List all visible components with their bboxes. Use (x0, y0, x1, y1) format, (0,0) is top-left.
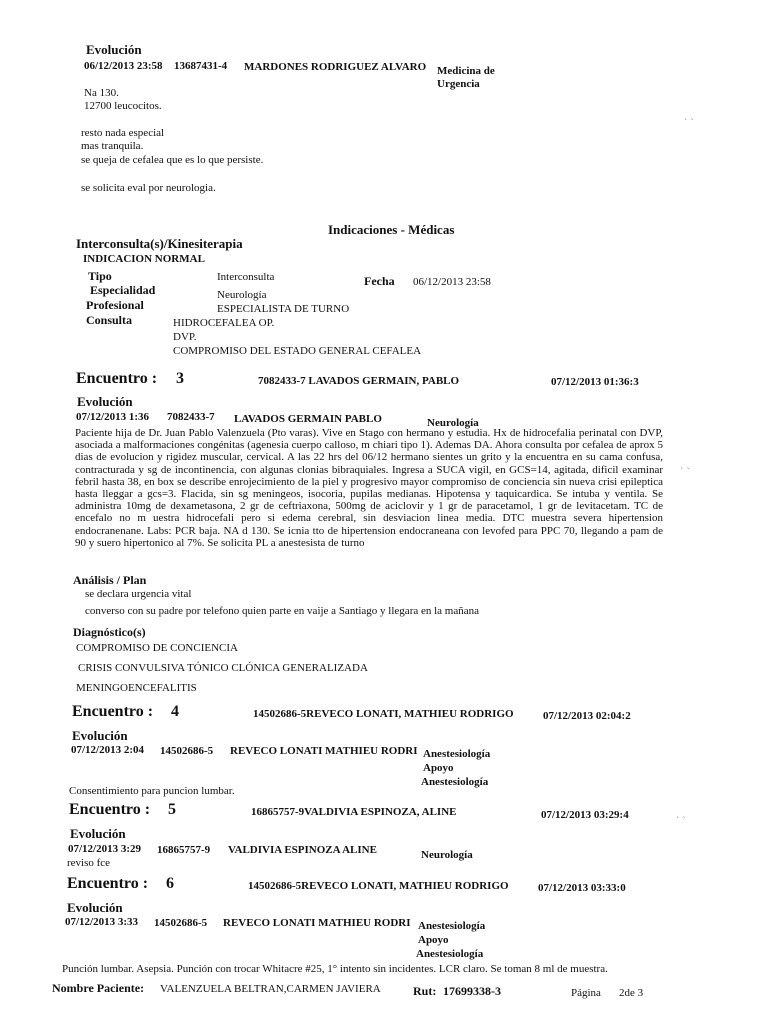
note-line: 12700 leucocitos. (84, 100, 162, 112)
footer-page-value: 2de 3 (619, 987, 644, 999)
scan-mark: ` ` (680, 467, 691, 476)
evolution-id: 14502686-5 (154, 917, 208, 929)
apoyo-label: Apoyo (423, 762, 454, 774)
footer-page-label: Página (571, 987, 601, 999)
analysis-heading: Análisis / Plan (73, 573, 147, 587)
evolution-id: 7082433-7 (167, 411, 215, 423)
evolution-doctor: REVECO LONATI MATHIEU RODRI (223, 917, 411, 929)
evolution-doctor: REVECO LONATI MATHIEU RODRI (230, 745, 418, 757)
evolution-heading: Evolución (70, 826, 126, 841)
evolution-id: 14502686-5 (160, 745, 214, 757)
evolution-datetime: 07/12/2013 3:29 (68, 843, 142, 855)
profesional-value: ESPECIALISTA DE TURNO (217, 303, 350, 315)
encounter-datetime: 07/12/2013 03:33:0 (538, 882, 626, 894)
evolution-specialty-2: Urgencia (437, 78, 480, 90)
evolution-heading: Evolución (77, 394, 133, 409)
analysis-line: converso con su padre por telefono quien parte en vaije a Santiago y llegara en la mañana (85, 605, 480, 617)
apoyo-specialty: Anestesiología (421, 776, 489, 788)
evolution-datetime: 07/12/2013 3:33 (65, 916, 139, 928)
clinical-paragraph: Paciente hija de Dr. Juan Pablo Valenzuela (Pto varas). Vive en Stago con hermano y estudia. Hx de hidrocefalia perinatal con DVP, asociada a malformaciones congénitas (agenesia cuerpo calloso, m chiari tipo 1). Ademas DA. Ahora consulta por cefalea de aprox 5 dias de evolucion y rigidez muscular, cervical. A las 22 hrs del 06/12 hermano sientes un grito y la encuentra en su cama confusa, contracturada y sg de incontinencia, con algunas clonias bibraquiales. Ingresa a SUCA vigil, en GCS=14, agitada, dificil examinar febril hasta 38, en box se describe enrojecimiento de la piel y progresivo mayor compromiso de conciencia sin nueva crisi epileptica hasta lleggar a gcs=3. Flacida, sin sg meningeos, isocoria, pupilas medianas. Hipotensa y taquicardica. Se intuba y ventila. Se administra 10mg de dexametasona, 2 gr de ceftriaxona, 500mg de aciclovir y 1 gr de paracetamol, 1 gr de levitacetam. TC de encefalo no m uestra hidrocefali pero si edema cerebral, sin desviacion linea media. DTC muestra severa hipertension endocranenane. Labs: PCR baja. NA d 130. Se icnia tto de hipertension endocraneana con levofed para PPC 70, llegando a pam de 90 y suero hipertonico al 7%. Se solicita PL a anestesista de turno (75, 427, 663, 549)
scan-mark: ` ` (684, 118, 695, 127)
diagnosis-item: CRISIS CONVULSIVA TÓNICO CLÓNICA GENERALIZADA (78, 662, 368, 674)
note-line: Na 130. (84, 87, 119, 99)
evolution-id: 13687431-4 (174, 60, 228, 72)
encounter-datetime: 07/12/2013 01:36:3 (551, 376, 639, 388)
diagnosis-heading: Diagnóstico(s) (73, 625, 146, 639)
encounter-patient: 14502686-5REVECO LONATI, MATHIEU RODRIGO (248, 880, 509, 892)
consulta-line: COMPROMISO DEL ESTADO GENERAL CEFALEA (173, 345, 422, 357)
encounter-note: Punción lumbar. Asepsia. Punción con trocar Whitacre #25, 1° intento sin incidentes. LCR claro. Se toman 8 ml de muestra. (62, 963, 608, 975)
profesional-label: Profesional (86, 298, 144, 312)
indication-subtitle: INDICACION NORMAL (83, 253, 205, 265)
evolution-doctor: LAVADOS GERMAIN PABLO (234, 413, 382, 425)
note-line: se queja de cefalea que es lo que persiste. (81, 154, 264, 166)
encounter-note: Consentimiento para puncion lumbar. (69, 785, 235, 797)
evolution-doctor: MARDONES RODRIGUEZ ALVARO (244, 61, 427, 73)
encounter-label: Encuentro : (72, 703, 154, 720)
evolution-specialty: Anestesiología (418, 920, 486, 932)
encounter-number: 6 (166, 875, 174, 892)
encounter-number: 3 (176, 370, 184, 387)
evolution-specialty: Medicina de (437, 65, 495, 77)
evolution-heading: Evolución (86, 42, 142, 57)
encounter-patient: 14502686-5REVECO LONATI, MATHIEU RODRIGO (253, 708, 514, 720)
encounter-patient: 7082433-7 LAVADOS GERMAIN, PABLO (258, 375, 460, 387)
consulta-line: HIDROCEFALEA OP. (173, 317, 275, 329)
footer-patient-label: Nombre Paciente: (52, 981, 145, 995)
footer-patient-name: VALENZUELA BELTRAN,CARMEN JAVIERA (160, 983, 381, 995)
apoyo-label: Apoyo (418, 934, 449, 946)
fecha-label: Fecha (364, 274, 395, 288)
evolution-specialty: Neurología (421, 849, 473, 861)
evolution-datetime: 07/12/2013 1:36 (76, 411, 150, 423)
encounter-number: 4 (171, 703, 179, 720)
tipo-label: Tipo (88, 269, 112, 283)
consulta-line: DVP. (173, 331, 197, 343)
footer-rut-label: Rut: (413, 984, 437, 998)
fecha-value: 06/12/2013 23:58 (413, 276, 491, 288)
evolution-datetime: 06/12/2013 23:58 (84, 60, 163, 72)
evolution-datetime: 07/12/2013 2:04 (71, 744, 145, 756)
analysis-line: se declara urgencia vital (85, 588, 192, 600)
tipo-value: Interconsulta (217, 271, 275, 283)
scan-mark: ` ` (676, 816, 687, 825)
interconsult-section: Interconsulta(s)/Kinesiterapia (76, 236, 243, 251)
apoyo-specialty: Anestesiología (416, 948, 484, 960)
especialidad-value: Neurología (217, 289, 267, 301)
consulta-label: Consulta (86, 313, 133, 327)
evolution-specialty: Neurología (427, 417, 479, 429)
encounter-note: reviso fce (67, 857, 111, 869)
footer-rut-value: 17699338-3 (443, 984, 501, 998)
encounter-label: Encuentro : (69, 801, 151, 818)
encounter-number: 5 (168, 801, 176, 818)
diagnosis-item: MENINGOENCEFALITIS (76, 682, 197, 694)
note-line: se solicita eval por neurologia. (81, 182, 216, 194)
note-line: resto nada especial (81, 127, 165, 139)
encounter-label: Encuentro : (76, 370, 158, 387)
diagnosis-item: COMPROMISO DE CONCIENCIA (76, 642, 238, 654)
evolution-specialty: Anestesiología (423, 748, 491, 760)
especialidad-label: Especialidad (90, 283, 156, 297)
note-line: mas tranquila. (81, 140, 144, 152)
evolution-id: 16865757-9 (157, 844, 211, 856)
encounter-label: Encuentro : (67, 875, 149, 892)
encounter-patient: 16865757-9VALDIVIA ESPINOZA, ALINE (251, 806, 457, 818)
evolution-heading: Evolución (72, 728, 128, 743)
encounter-datetime: 07/12/2013 03:29:4 (541, 809, 629, 821)
encounter-datetime: 07/12/2013 02:04:2 (543, 710, 631, 722)
evolution-doctor: VALDIVIA ESPINOZA ALINE (228, 844, 377, 856)
indications-title: Indicaciones - Médicas (328, 222, 455, 237)
evolution-heading: Evolución (67, 900, 123, 915)
